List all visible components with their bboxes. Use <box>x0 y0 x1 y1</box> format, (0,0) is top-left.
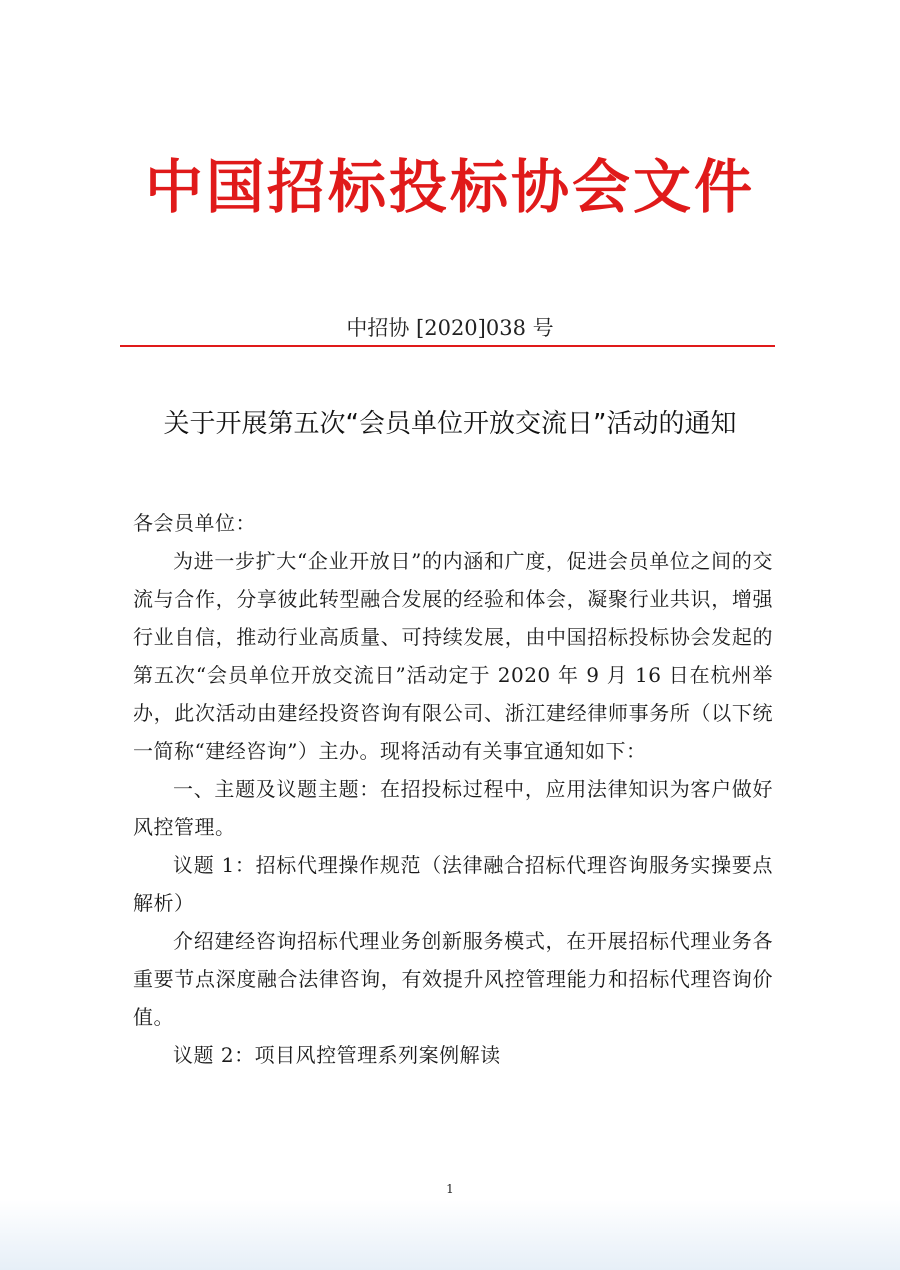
paragraph-theme: 一、主题及议题主题：在招投标过程中，应用法律知识为客户做好风控管理。 <box>133 777 773 839</box>
document-number: 中招协 [2020]038 号 <box>346 316 554 340</box>
red-divider <box>120 345 775 347</box>
scan-edge-tint <box>0 1200 900 1270</box>
paragraph-topic-1: 议题 1：招标代理操作规范（法律融合招标代理咨询服务实操要点解析） <box>133 853 773 915</box>
document-body <box>133 504 773 1074</box>
notice-title: 关于开展第五次“会员单位开放交流日”活动的通知 <box>163 409 737 439</box>
page-number: 1 <box>446 1182 454 1196</box>
salutation: 各会员单位： <box>133 511 256 535</box>
org-title: 中国招标投标协会文件 <box>144 153 755 221</box>
paragraph-intro: 为进一步扩大“企业开放日”的内涵和广度，促进会员单位之间的交流与合作，分享彼此转型融合发展的经验和体会，凝聚行业共识，增强行业自信，推动行业高质量、可持续发展，由中国招标投标协会发起的第五次“会员单位开放交流日”活动定于 2020 年 9 月 16 日在杭州举办，此次活动由建经投资咨询有限公司、浙江建经律师事务所（以下统一简称“建经咨询”）主办。现将活动有关事宜通知如下： <box>133 549 773 763</box>
paragraph-topic-2: 议题 2：项目风控管理系列案例解读 <box>173 1043 501 1067</box>
paragraph-topic-1-desc: 介绍建经咨询招标代理业务创新服务模式，在开展招标代理业务各重要节点深度融合法律咨询，有效提升风控管理能力和招标代理咨询价值。 <box>133 929 773 1029</box>
